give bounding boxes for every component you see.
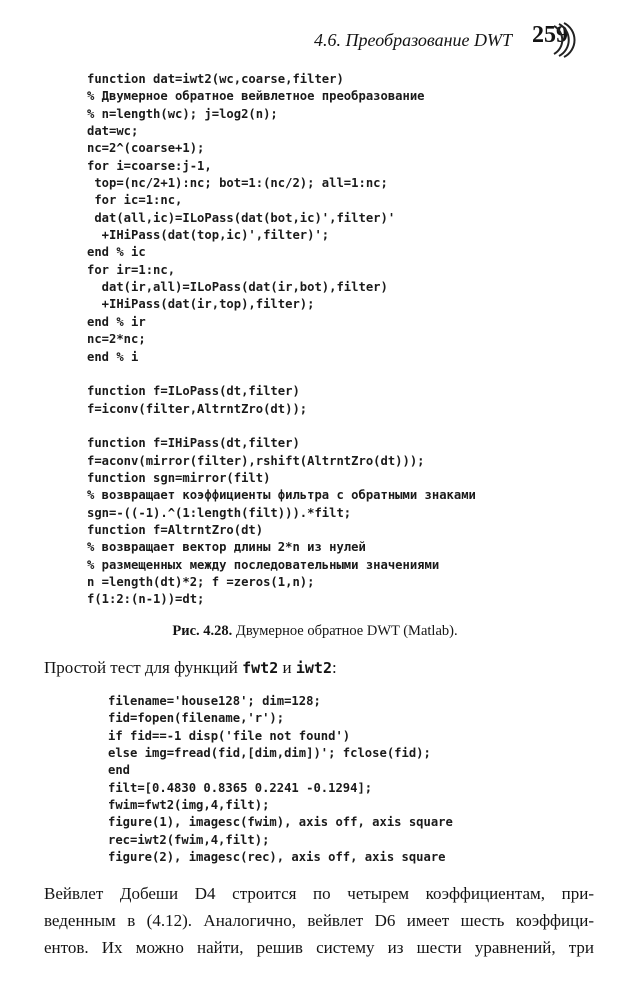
code-line: % Двумерное обратное вейвлетное преобразование bbox=[87, 89, 425, 104]
code-line: function sgn=mirror(filt) bbox=[87, 470, 271, 485]
code-line: f=aconv(mirror(filter),rshift(AltrntZro(dt))); bbox=[87, 453, 425, 468]
test-code-listing bbox=[108, 693, 453, 866]
code-line: f=iconv(filter,AltrntZro(dt)); bbox=[87, 401, 308, 416]
code-line: end % i bbox=[87, 349, 139, 364]
code-line: % возвращает коэффициенты фильтра с обратными знаками bbox=[87, 488, 476, 503]
code-line: fwim=fwt2(img,4,filt); bbox=[108, 798, 270, 813]
code-line: dat=wc; bbox=[87, 124, 139, 139]
code-line: % размещенных между последовательными значениями bbox=[87, 557, 440, 572]
running-title: 4.6. Преобразование DWT bbox=[314, 30, 512, 50]
code-line: +IHiPass(dat(ir,top),filter); bbox=[87, 297, 315, 312]
code-line: if fid==-1 disp('file not found') bbox=[108, 728, 351, 743]
code-line: figure(1), imagesc(fwim), axis off, axis square bbox=[108, 815, 453, 830]
code-line: filename='house128'; dim=128; bbox=[108, 694, 321, 708]
code-line: filt=[0.4830 0.8365 0.2241 -0.1294]; bbox=[108, 780, 373, 795]
code-line: fid=fopen(filename,'r'); bbox=[108, 711, 285, 726]
function-name-iwt2: iwt2 bbox=[295, 659, 332, 677]
paragraph-line: ентов. Их можно найти, решив систему из шести уравнений, три bbox=[44, 938, 594, 957]
code-line: for ir=1:nc, bbox=[87, 262, 176, 277]
intro-sentence bbox=[44, 658, 337, 678]
page-number-ornament-icon bbox=[546, 20, 580, 60]
function-name-fwt2: fwt2 bbox=[242, 659, 279, 677]
code-line: +IHiPass(dat(top,ic)',filter)'; bbox=[87, 228, 330, 243]
code-line: end % ir bbox=[87, 314, 146, 329]
paragraph-line: веденным в (4.12). Аналогично, вейвлет D6 имеет шесть коэффици- bbox=[44, 911, 594, 930]
code-line: for i=coarse:j-1, bbox=[87, 158, 212, 173]
code-line: end % ic bbox=[87, 245, 146, 260]
intro-text-middle: и bbox=[278, 658, 296, 677]
code-line: function dat=iwt2(wc,coarse,filter) bbox=[87, 72, 344, 86]
code-line: figure(2), imagesc(rec), axis off, axis square bbox=[108, 850, 446, 865]
code-line: % n=length(wc); j=log2(n); bbox=[87, 106, 278, 121]
code-line: function f=AltrntZro(dt) bbox=[87, 522, 264, 537]
body-paragraph bbox=[44, 880, 594, 961]
code-line bbox=[87, 418, 476, 435]
page-number: 259 bbox=[532, 22, 568, 48]
code-line: function f=ILoPass(dt,filter) bbox=[87, 384, 300, 399]
code-line: end bbox=[108, 763, 131, 778]
figure-caption bbox=[0, 623, 630, 640]
code-line: f(1:2:(n-1))=dt; bbox=[87, 592, 205, 607]
code-line: else img=fread(fid,[dim,dim])'; fclose(fid); bbox=[108, 746, 431, 761]
code-line: nc=2^(coarse+1); bbox=[87, 141, 205, 156]
intro-text-after: : bbox=[331, 658, 337, 677]
figure-caption-text: Двумерное обратное DWT (Matlab). bbox=[235, 623, 458, 639]
code-line: top=(nc/2+1):nc; bot=1:(nc/2); all=1:nc; bbox=[87, 176, 388, 191]
code-line: sgn=-((-1).^(1:length(filt))).*filt; bbox=[87, 505, 352, 520]
page-header bbox=[0, 16, 630, 66]
code-line: nc=2*nc; bbox=[87, 332, 146, 347]
code-line: % возвращает вектор длины 2*n из нулей bbox=[87, 540, 366, 555]
code-line: dat(all,ic)=ILoPass(dat(bot,ic)',filter)' bbox=[87, 210, 396, 225]
code-line: function f=IHiPass(dt,filter) bbox=[87, 436, 300, 451]
code-line bbox=[87, 366, 476, 383]
code-line: rec=iwt2(fwim,4,filt); bbox=[108, 832, 270, 847]
code-line: n =length(dt)*2; f =zeros(1,n); bbox=[87, 574, 315, 589]
intro-text-before: Простой тест для функций bbox=[44, 658, 243, 677]
paragraph-line: Вейвлет Добеши D4 строится по четырем коэффициентам, при- bbox=[44, 884, 594, 903]
figure-code-listing bbox=[87, 71, 476, 609]
figure-label: Рис. 4.28. bbox=[172, 623, 233, 639]
code-line: for ic=1:nc, bbox=[87, 193, 183, 208]
code-line: dat(ir,all)=ILoPass(dat(ir,bot),filter) bbox=[87, 280, 388, 295]
